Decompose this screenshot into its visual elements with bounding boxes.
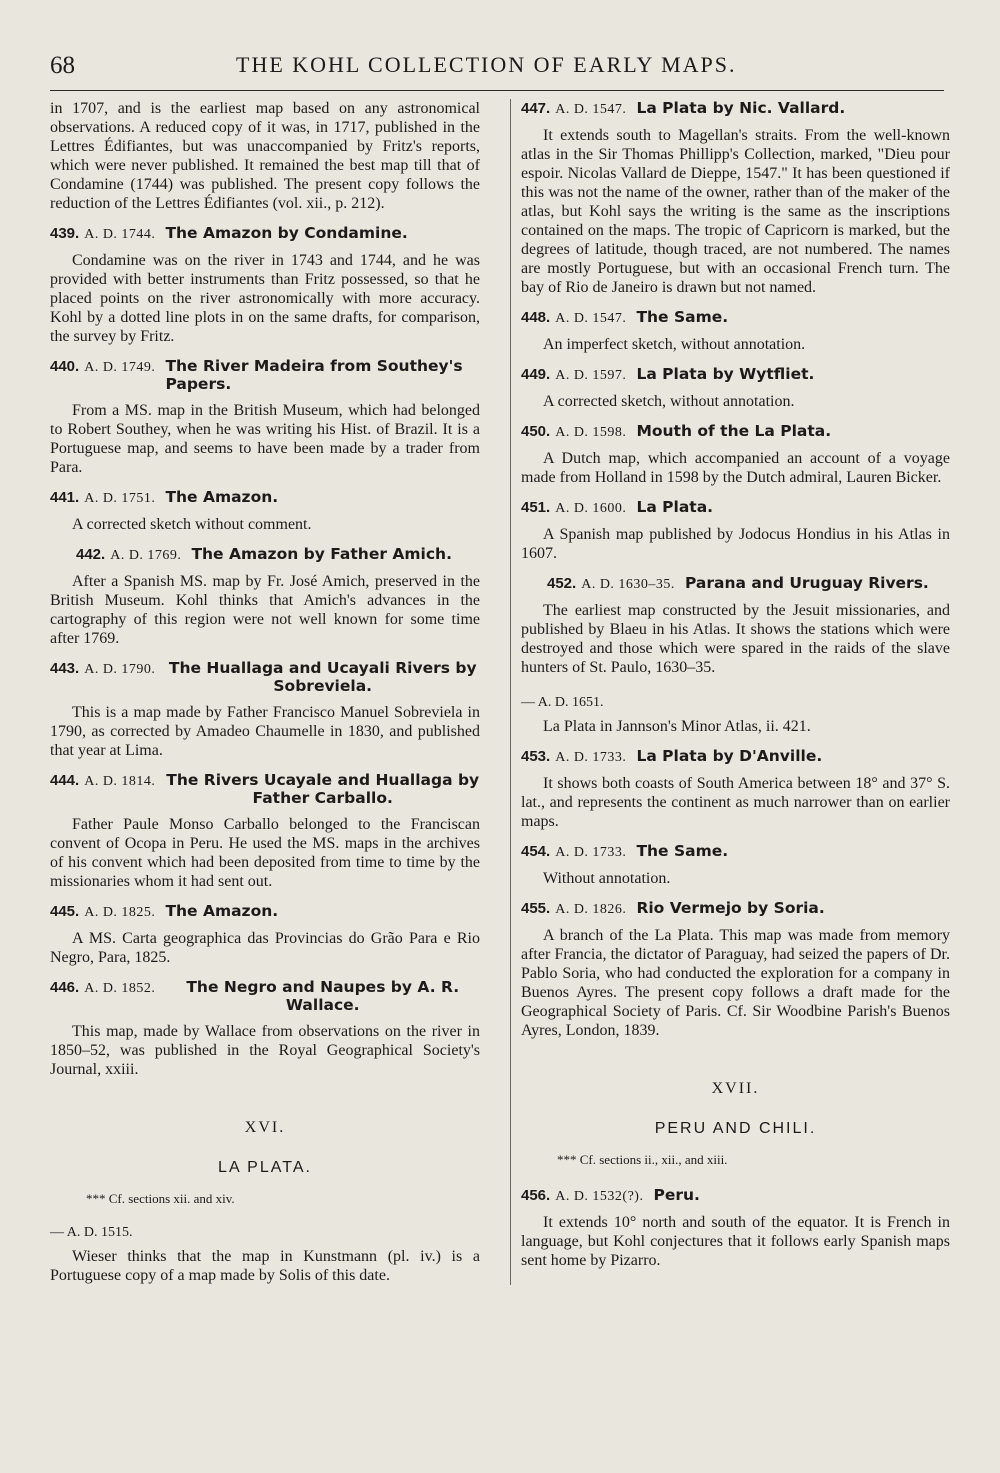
- entry-number: 448.: [521, 309, 551, 326]
- entry-date: A. D. 1598.: [555, 425, 627, 440]
- entry-456: [521, 1186, 950, 1270]
- entry-445: [50, 902, 480, 967]
- entry-453: [521, 747, 950, 831]
- entry-title: Rio Vermejo by Soria.: [636, 899, 825, 917]
- entry-number: 445.: [50, 903, 80, 920]
- entry-number: 453.: [521, 748, 551, 765]
- section-note: *** Cf. sections ii., xii., and xiii.: [557, 1152, 728, 1167]
- entry-number: 440.: [50, 358, 80, 375]
- running-title: THE KOHL COLLECTION OF EARLY MAPS.: [236, 52, 737, 77]
- entry-date: A. D. 1532(?).: [555, 1189, 644, 1204]
- entry-text: After a Spanish MS. map by Fr. José Amich, preserved in the British Museum. Kohl thinks that Amich's advances in the cartography of this region were not well known for some time after 1769.: [50, 573, 480, 647]
- entry-title: The Amazon.: [165, 488, 279, 506]
- entry-date: A. D. 1814.: [84, 774, 156, 789]
- entry-446: [50, 978, 480, 1079]
- entry-text: It extends 10° north and south of the equator. It is French in language, but Kohl conjectures that it follows early Spanish maps sent home by Pizarro.: [521, 1214, 950, 1269]
- entry-text: This is a map made by Father Francisco Manuel Sobreviela in 1790, as corrected by Amadeo Chaumelle in 1830, and published that year at Lima.: [50, 704, 480, 759]
- section-title: PERU AND CHILI.: [654, 1120, 817, 1137]
- entry-date: A. D. 1749.: [84, 360, 156, 375]
- entry-number: 447.: [521, 100, 551, 117]
- entry-text: It extends south to Magellan's straits. From the well-known atlas in the Sir Thomas Phillipp's Collection, marked, "Dieu pour espoir. Nicolas Vallard de Dieppe, 1547." It has been questioned if this was not the name of the owner, rather than of the maker of the atlas, but Kohl says the writing is the same as the inscriptions contained on the maps. The tropic of Capricorn is marked, but the degrees of latitude, though traced, are not numbered. The names are mostly Portuguese, but with an occasional French turn. The bay of Rio de Janeiro is drawn but not named.: [521, 127, 950, 296]
- page-header: [50, 48, 944, 91]
- entry-date: A. D. 1769.: [110, 548, 182, 563]
- entry-number: 456.: [521, 1187, 551, 1204]
- entry-date: A. D. 1825.: [84, 905, 156, 920]
- entry-number: 450.: [521, 423, 551, 440]
- entry-448: [521, 308, 950, 354]
- section-title: LA PLATA.: [218, 1159, 312, 1176]
- sub-entry-label: — A. D. 1515.: [50, 1225, 133, 1240]
- entry-text: The earliest map constructed by the Jesuit missionaries, and published by Blaeu in his Atlas. It shows the stations which were destroyed and those which were spared in the raids of the slave hunters of St. Paulo, 1630–35.: [521, 602, 950, 676]
- entry-title: The Same.: [636, 842, 729, 860]
- entry-text: Father Paule Monso Carballo belonged to the Franciscan convent of Ocopa in Peru. He used the MS. maps in the archives of his convent which had been deposited from time to time by the missionaries whom it had sent out.: [50, 816, 480, 890]
- entry-title: The Amazon by Father Amich.: [191, 545, 452, 563]
- entry-date: A. D. 1790.: [84, 662, 156, 677]
- entry-number: 444.: [50, 772, 80, 789]
- entry-date: A. D. 1744.: [84, 227, 156, 242]
- entry-439: [50, 224, 480, 346]
- entry-number: 442.: [76, 546, 106, 563]
- entry-444: [50, 771, 480, 891]
- entry-date: A. D. 1547.: [555, 311, 627, 326]
- entry-442: [50, 545, 480, 648]
- entry-date: A. D. 1630–35.: [581, 577, 675, 592]
- entry-number: 446.: [50, 979, 80, 996]
- entry-number: 443.: [50, 660, 80, 677]
- entry-452: [521, 574, 950, 677]
- entry-text: Condamine was on the river in 1743 and 1744, and he was provided with better instruments than Fritz possessed, so that he placed points on the river astronomically with more accuracy. Kohl by a dotted line plots in on the same drafts, for comparison, the survey by Fritz.: [50, 252, 480, 345]
- left-column: [50, 99, 486, 1285]
- entry-title: The Amazon by Condamine.: [165, 224, 408, 242]
- entry-title: The Negro and Naupes by A. R. Wallace.: [186, 978, 460, 1014]
- entry-number: 452.: [547, 575, 577, 592]
- entry-text: A Spanish map published by Jodocus Hondius in his Atlas in 1607.: [521, 526, 950, 562]
- columns: [50, 99, 950, 1285]
- entry-title: The Same.: [636, 308, 729, 326]
- entry-title: Mouth of the La Plata.: [636, 422, 832, 440]
- entry-455: [521, 899, 950, 1040]
- entry-text: An imperfect sketch, without annotation.: [543, 336, 806, 353]
- entry-text: A Dutch map, which accompanied an account of a voyage made from Holland in 1598 by the Dutch admiral, Lauren Bicker.: [521, 450, 950, 486]
- entry-text: From a MS. map in the British Museum, which had belonged to Robert Southey, when he was writing his Hist. of Brazil. It is a Portuguese map, and seems to have been made by a trader from Para.: [50, 402, 480, 476]
- sub-entry-label: — A. D. 1651.: [521, 695, 604, 710]
- entry-date: A. D. 1547.: [555, 102, 627, 117]
- section-number: XVII.: [711, 1080, 760, 1097]
- entry-title: The Amazon.: [165, 902, 279, 920]
- entry-title: The River Madeira from Southey's Papers.: [165, 357, 463, 393]
- entry-date: A. D. 1733.: [555, 750, 627, 765]
- entry-number: 441.: [50, 489, 80, 506]
- section-note: *** Cf. sections xii. and xiv.: [86, 1191, 235, 1206]
- section-number: XVI.: [244, 1119, 286, 1136]
- entry-date: A. D. 1751.: [84, 491, 156, 506]
- entry-454: [521, 842, 950, 888]
- entry-text: A branch of the La Plata. This map was made from memory after Francia, the dictator of Paraguay, had seized the papers of Dr. Pablo Soria, who had conducted the exploration for a company in Buenos Ayres. The present copy follows a draft made for the Geographical Society of Paris. Cf. Sir Woodbine Parish's Buenos Ayres, London, 1839.: [521, 927, 950, 1039]
- entry-441: [50, 488, 480, 534]
- entry-440: [50, 357, 480, 477]
- entry-449: [521, 365, 950, 411]
- entry-date: A. D. 1826.: [555, 902, 627, 917]
- entry-number: 449.: [521, 366, 551, 383]
- entry-443: [50, 659, 480, 760]
- entry-date: A. D. 1852.: [84, 981, 156, 996]
- entry-text: A MS. Carta geographica das Provincias do Grão Para e Rio Negro, Para, 1825.: [50, 930, 480, 966]
- entry-title: The Huallaga and Ucayali Rivers by Sobreviela.: [168, 659, 477, 695]
- entry-date: A. D. 1600.: [555, 501, 627, 516]
- entry-title: La Plata by Wytfliet.: [636, 365, 815, 383]
- entry-number: 455.: [521, 900, 551, 917]
- entry-title: Parana and Uruguay Rivers.: [684, 574, 929, 592]
- continuation-text: in 1707, and is the earliest map based on any astronomical observations. A reduced copy of it was, in 1717, published in the Lettres Édifiantes, but was unaccompanied by Fritz's reports, which were never published. It remained the best map till that of Condamine (1744) was published. The present copy follows the reduction of the Lettres Édifiantes (vol. xii., p. 212).: [50, 100, 480, 212]
- sub-entry-text: La Plata in Jannson's Minor Atlas, ii. 421.: [543, 718, 811, 735]
- page-number: 68: [50, 52, 75, 79]
- right-column: [510, 99, 950, 1285]
- entry-450: [521, 422, 950, 487]
- entry-text: A corrected sketch, without annotation.: [543, 393, 795, 410]
- entry-number: 454.: [521, 843, 551, 860]
- entry-title: La Plata.: [636, 498, 714, 516]
- entry-number: 451.: [521, 499, 551, 516]
- entry-title: La Plata by Nic. Vallard.: [636, 99, 846, 117]
- entry-title: La Plata by D'Anville.: [636, 747, 823, 765]
- entry-451: [521, 498, 950, 563]
- entry-title: The Rivers Ucayale and Huallaga by Father Carballo.: [166, 771, 480, 807]
- entry-text: This map, made by Wallace from observations on the river in 1850–52, was published in the Royal Geographical Society's Journal, xxiii.: [50, 1023, 480, 1078]
- entry-date: A. D. 1733.: [555, 845, 627, 860]
- entry-447: [521, 99, 950, 297]
- entry-text: It shows both coasts of South America between 18° and 37° S. lat., and represents the continent as much narrower than on earlier maps.: [521, 775, 950, 830]
- entry-number: 439.: [50, 225, 80, 242]
- entry-title: Peru.: [653, 1186, 700, 1204]
- entry-date: A. D. 1597.: [555, 368, 627, 383]
- entry-text: Without annotation.: [543, 870, 671, 887]
- entry-text: A corrected sketch without comment.: [72, 516, 312, 533]
- sub-entry-text: Wieser thinks that the map in Kunstmann (pl. iv.) is a Portuguese copy of a map made by Solis of this date.: [50, 1248, 480, 1284]
